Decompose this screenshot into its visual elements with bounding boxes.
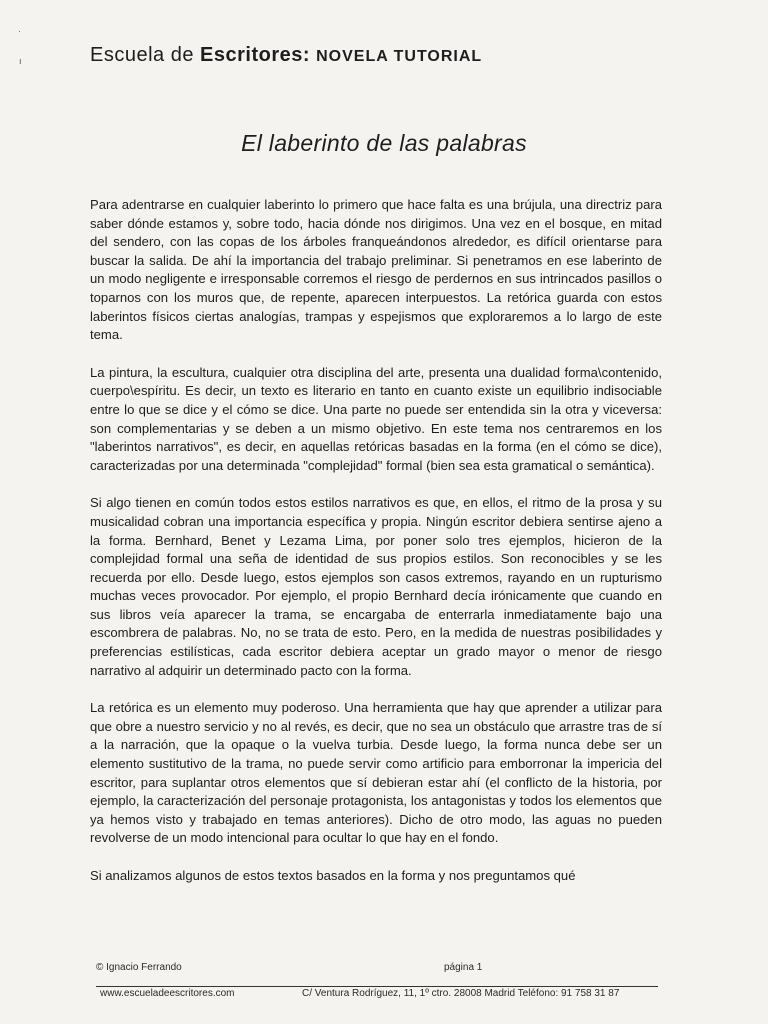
header-school: Escuela de	[90, 44, 194, 66]
header-course: NOVELA TUTORIAL	[316, 48, 483, 65]
document-header	[90, 44, 482, 67]
scan-mark: ·	[18, 26, 21, 36]
paragraph: Si analizamos algunos de estos textos basados en la forma y nos preguntamos qué	[90, 868, 576, 883]
footer-address: C/ Ventura Rodríguez, 11, 1º ctro. 28008 Madrid Teléfono: 91 758 31 87	[302, 988, 620, 999]
footer-website: www.escueladeescritores.com	[100, 988, 235, 999]
footer-divider	[96, 986, 658, 987]
document-title: El laberinto de las palabras	[241, 130, 527, 156]
page-number: página 1	[444, 962, 483, 973]
header-writers: Escritores:	[200, 44, 311, 66]
paragraph: La pintura, la escultura, cualquier otra disciplina del arte, presenta una dualidad forma\contenido, cuerpo\espíritu. Es decir, un texto es literario en tanto en cuanto existe un equilibrio indisociable entre lo que se dice y el cómo se dice. Una parte no puede ser entendida sin la otra y viceversa: son complementarias y se deben a un mismo objetivo. En este tema nos centraremos en los "laberintos narrativos", es decir, en aquellas retóricas basadas en la forma (en el cómo se dice), caracterizadas por una determinada "complejidad" formal (bien sea esta gramatical o semántica).	[90, 364, 662, 473]
scan-mark: ı	[19, 56, 22, 66]
paragraph: La retórica es un elemento muy poderoso. Una herramienta que hay que aprender a utilizar para que obre a nuestro servicio y no al revés, es decir, que no sea un obstáculo que arrastre tras de sí a la narración, que la opaque o la vuelva turbia. Desde luego, la forma nunca debe ser un elemento sustitutivo de la trama, no puede servir como artificio para emborronar la impericia del escritor, para suplantar otros elementos que sí debieran estar ahí (el conflicto de la historia, por ejemplo, la caracterización del personaje protagonista, los antagonistas y todos los elementos que ya hemos visto y trabajado en temas anteriores). Dicho de otro modo, las aguas no pueden revolverse de un modo intencional para ocultar lo que hay en el fondo.	[90, 700, 662, 846]
footer-author: © Ignacio Ferrando	[96, 962, 182, 973]
document-body	[90, 196, 662, 905]
paragraph: Para adentrarse en cualquier laberinto lo primero que hace falta es una brújula, una directriz para saber dónde estamos y, sobre todo, hacia dónde nos dirigimos. Una vez en el bosque, en mitad del sendero, con las copas de los árboles franqueándonos alrededor, es difícil orientarse para buscar la salida. De ahí la importancia del trabajo preliminar. Si penetramos en ese laberinto de un modo negligente e irresponsable corremos el riesgo de perdernos en sus intrincados pasillos o toparnos con los muros que, de repente, aparecen interpuestos. La retórica guarda con estos laberintos físicos ciertas analogías, trampas y espejismos que exploraremos a lo largo de este tema.	[90, 197, 662, 343]
paragraph: Si algo tienen en común todos estos estilos narrativos es que, en ellos, el ritmo de la prosa y su musicalidad cobran una importancia específica y propia. Ningún escritor debiera sentirse ajeno a la forma. Bernhard, Benet y Lezama Lima, por poner solo tres ejemplos, hicieron de la complejidad formal una seña de identidad de sus propios estilos. Son reconocibles y se les recuerda por ello. Desde luego, estos ejemplos son casos extremos, rayando en un rupturismo muchas veces provocador. Por ejemplo, el propio Bernhard decía irónicamente que cuando en sus libros veía aparecer la trama, se encargaba de enterrarla inmediatamente bajo una escombrera de palabras. No, no se trata de esto. Pero, en la medida de nuestras posibilidades y preferencias estilísticas, cada escritor debiera aceptar un grado mayor o menor de riesgo narrativo al adquirir un determinado pacto con la forma.	[90, 495, 662, 678]
page-footer	[96, 962, 656, 1002]
